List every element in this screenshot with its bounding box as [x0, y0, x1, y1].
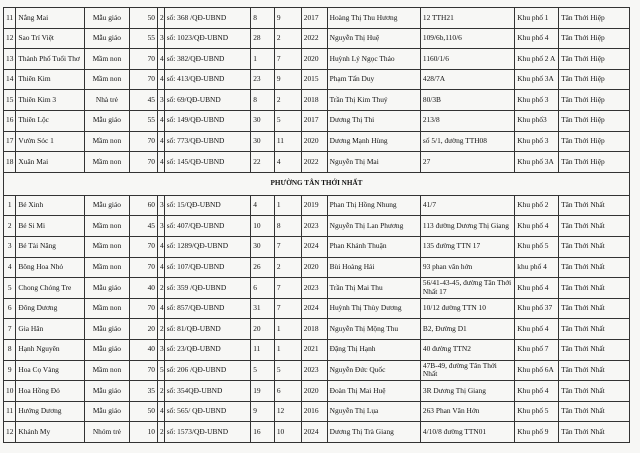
cell-b: 11 [274, 131, 301, 152]
table-row [4, 298, 630, 319]
cell-stt: 12 [4, 422, 16, 443]
cell-a: 30 [251, 131, 275, 152]
cell-lop: 2 [157, 319, 164, 340]
cell-ten: Thiên Kim [16, 69, 85, 90]
cell-kp: Khu phố 6A [515, 360, 559, 381]
cell-nam: 2018 [301, 90, 327, 111]
table-row [4, 69, 630, 90]
cell-sl: 35 [129, 381, 157, 402]
cell-loai: Mẫu giáo [84, 110, 129, 131]
cell-ten: Hoa Hồng Đỏ [16, 381, 85, 402]
cell-lop: 2 [157, 278, 164, 299]
cell-b: 1 [274, 319, 301, 340]
cell-kp: Khu phố 5 [515, 401, 559, 422]
cell-chu: Trần Thị Mai Thu [327, 278, 420, 299]
cell-kp: khu phố 4 [515, 257, 559, 278]
cell-lop: 4 [157, 69, 164, 90]
cell-qd: số: 407/QĐ-UBND [164, 216, 251, 237]
cell-ten: Hạnh Nguyên [16, 339, 85, 360]
cell-dc: 41/7 [420, 195, 514, 216]
cell-chu: Dương Thị Trà Giang [327, 422, 420, 443]
cell-stt: 13 [4, 49, 16, 70]
cell-qd: số: 1289/QĐ-UBND [164, 236, 251, 257]
section-tan-thoi-nhat [4, 195, 630, 442]
cell-kp: Khu phố 5 [515, 236, 559, 257]
cell-stt: 11 [4, 8, 16, 29]
cell-stt: 7 [4, 319, 16, 340]
cell-phuong: Tân Thới Nhất [559, 319, 630, 340]
cell-stt: 1 [4, 195, 16, 216]
cell-loai: Mẫu giáo [84, 8, 129, 29]
cell-lop: 2 [157, 8, 164, 29]
cell-a: 5 [251, 360, 275, 381]
cell-loai: Mẫu giáo [84, 319, 129, 340]
cell-lop: 4 [157, 152, 164, 173]
cell-dc: 80/3B [420, 90, 514, 111]
table-row [4, 319, 630, 340]
cell-loai: Mầm non [84, 298, 129, 319]
cell-nam: 2017 [301, 110, 327, 131]
cell-sl: 10 [129, 422, 157, 443]
cell-qd: số: 359 /QĐ-UBND [164, 278, 251, 299]
cell-phuong: Tân Thới Nhất [559, 339, 630, 360]
cell-nam: 2024 [301, 422, 327, 443]
cell-b: 2 [274, 90, 301, 111]
cell-ten: Thành Phố Tuổi Thơ [16, 49, 85, 70]
cell-stt: 12 [4, 28, 16, 49]
cell-sl: 20 [129, 319, 157, 340]
cell-sl: 70 [129, 49, 157, 70]
table-row [4, 339, 630, 360]
cell-nam: 2017 [301, 8, 327, 29]
cell-a: 30 [251, 236, 275, 257]
cell-chu: Đoàn Thị Mai Huệ [327, 381, 420, 402]
cell-lop: 4 [157, 49, 164, 70]
cell-chu: Dương Thị Thi [327, 110, 420, 131]
cell-phuong: Tân Thới Nhất [559, 381, 630, 402]
cell-phuong: Tân Thới Hiệp [559, 110, 630, 131]
table-row [4, 360, 630, 381]
cell-b: 2 [274, 28, 301, 49]
cell-stt: 5 [4, 278, 16, 299]
cell-qd: số: 145/QĐ-UBND [164, 152, 251, 173]
cell-ten: Nắng Mai [16, 8, 85, 29]
cell-ten: Xuân Mai [16, 152, 85, 173]
cell-phuong: Tân Thới Hiệp [559, 69, 630, 90]
cell-a: 30 [251, 110, 275, 131]
cell-stt: 2 [4, 216, 16, 237]
table-row [4, 236, 630, 257]
cell-qd: số: 368 /QĐ-UBND [164, 8, 251, 29]
cell-chu: Phạm Tấn Duy [327, 69, 420, 90]
table-row [4, 110, 630, 131]
cell-a: 28 [251, 28, 275, 49]
cell-phuong: Tân Thới Nhất [559, 401, 630, 422]
cell-b: 10 [274, 422, 301, 443]
table-row [4, 49, 630, 70]
cell-sl: 70 [129, 360, 157, 381]
cell-nam: 2023 [301, 278, 327, 299]
cell-ten: Bé Tài Năng [16, 236, 85, 257]
cell-dc: 113 đường Dương Thị Giang [420, 216, 514, 237]
cell-dc: 213/8 [420, 110, 514, 131]
cell-b: 8 [274, 216, 301, 237]
cell-sl: 55 [129, 110, 157, 131]
cell-loai: Mầm non [84, 360, 129, 381]
cell-qd: số: 857/QĐ-UBND [164, 298, 251, 319]
cell-phuong: Tân Thới Hiệp [559, 8, 630, 29]
cell-phuong: Tân Thới Nhất [559, 195, 630, 216]
cell-loai: Nhà trẻ [84, 90, 129, 111]
cell-nam: 2022 [301, 28, 327, 49]
cell-b: 7 [274, 278, 301, 299]
cell-a: 4 [251, 195, 275, 216]
cell-loai: Mầm non [84, 131, 129, 152]
cell-ten: Vườn Sóc 1 [16, 131, 85, 152]
cell-dc: 3R Dương Thị Giang [420, 381, 514, 402]
cell-sl: 55 [129, 28, 157, 49]
cell-ten: Sao Trí Việt [16, 28, 85, 49]
cell-qd: số: 69/QĐ-UBND [164, 90, 251, 111]
cell-loai: Mẫu giáo [84, 401, 129, 422]
cell-chu: Hoàng Thị Thu Hương [327, 8, 420, 29]
cell-lop: 3 [157, 339, 164, 360]
cell-qd: số: 354QĐ-UBND [164, 381, 251, 402]
cell-lop: 2 [157, 381, 164, 402]
cell-chu: Nguyễn Đức Quốc [327, 360, 420, 381]
cell-phuong: Tân Thới Nhất [559, 278, 630, 299]
cell-a: 11 [251, 339, 275, 360]
cell-a: 19 [251, 381, 275, 402]
cell-ten: Khánh My [16, 422, 85, 443]
cell-chu: Nguyễn Thị Lụa [327, 401, 420, 422]
cell-dc: 428/7A [420, 69, 514, 90]
section-title: PHƯỜNG TÂN THỚI NHẤT [4, 172, 630, 195]
cell-loai: Mẫu giáo [84, 339, 129, 360]
cell-ten: Bông Hoa Nhỏ [16, 257, 85, 278]
cell-qd: số: 565/ QĐ-UBND [164, 401, 251, 422]
cell-b: 9 [274, 69, 301, 90]
cell-a: 9 [251, 401, 275, 422]
cell-stt: 14 [4, 69, 16, 90]
cell-b: 7 [274, 49, 301, 70]
cell-b: 9 [274, 8, 301, 29]
cell-ten: Hoa Cọ Vàng [16, 360, 85, 381]
cell-ten: Đông Dương [16, 298, 85, 319]
cell-qd: số: 23/QĐ-UBND [164, 339, 251, 360]
cell-sl: 40 [129, 339, 157, 360]
cell-stt: 8 [4, 339, 16, 360]
cell-a: 6 [251, 278, 275, 299]
cell-dc: 40 đường TTN2 [420, 339, 514, 360]
cell-qd: số: 1023/QĐ-UBND [164, 28, 251, 49]
cell-lop: 4 [157, 110, 164, 131]
cell-loai: Mẫu giáo [84, 381, 129, 402]
cell-lop: 5 [157, 360, 164, 381]
cell-sl: 70 [129, 69, 157, 90]
cell-qd: số: 81/QĐ-UBND [164, 319, 251, 340]
cell-ten: Hướng Dương [16, 401, 85, 422]
cell-nam: 2023 [301, 360, 327, 381]
cell-sl: 50 [129, 8, 157, 29]
cell-b: 1 [274, 339, 301, 360]
cell-phuong: Tân Thới Nhất [559, 422, 630, 443]
cell-loai: Mầm non [84, 152, 129, 173]
cell-stt: 15 [4, 90, 16, 111]
cell-kp: Khu phố 2 A [515, 49, 559, 70]
cell-kp: Khu phố 3A [515, 69, 559, 90]
cell-loai: Mẫu giáo [84, 195, 129, 216]
table-row [4, 90, 630, 111]
cell-loai: Mầm non [84, 257, 129, 278]
cell-b: 7 [274, 298, 301, 319]
cell-dc: 1160/1/6 [420, 49, 514, 70]
cell-dc: B2, Đường D1 [420, 319, 514, 340]
cell-lop: 4 [157, 236, 164, 257]
cell-kp: Khu phố 7 [515, 339, 559, 360]
cell-qd: số: 773/QĐ-UBND [164, 131, 251, 152]
cell-qd: số: 382/QĐ-UBND [164, 49, 251, 70]
cell-kp: Khu phố 3 [515, 90, 559, 111]
cell-phuong: Tân Thới Nhất [559, 360, 630, 381]
cell-sl: 70 [129, 257, 157, 278]
cell-a: 23 [251, 69, 275, 90]
table-row [4, 422, 630, 443]
cell-lop: 4 [157, 298, 164, 319]
cell-dc: 263 Phan Văn Hớn [420, 401, 514, 422]
table-row [4, 28, 630, 49]
section-header [4, 172, 630, 195]
cell-kp: Khu phố 37 [515, 298, 559, 319]
cell-stt: 6 [4, 298, 16, 319]
cell-phuong: Tân Thới Hiệp [559, 152, 630, 173]
cell-kp: Khu phố 4 [515, 28, 559, 49]
table-row [4, 195, 630, 216]
cell-kp: Khu phố 4 [515, 216, 559, 237]
cell-nam: 2023 [301, 216, 327, 237]
cell-a: 26 [251, 257, 275, 278]
cell-stt: 9 [4, 360, 16, 381]
cell-kp: Khu phố 9 [515, 422, 559, 443]
cell-sl: 70 [129, 236, 157, 257]
cell-a: 8 [251, 90, 275, 111]
cell-qd: số: 15/QĐ-UBND [164, 195, 251, 216]
cell-lop: 3 [157, 90, 164, 111]
cell-lop: 3 [157, 195, 164, 216]
cell-phuong: Tân Thới Hiệp [559, 28, 630, 49]
table-row [4, 381, 630, 402]
cell-chu: Dương Mạnh Hùng [327, 131, 420, 152]
cell-kp: Khu phố3 [515, 110, 559, 131]
cell-loai: Mầm non [84, 216, 129, 237]
cell-nam: 2020 [301, 49, 327, 70]
table-row [4, 278, 630, 299]
cell-phuong: Tân Thới Nhất [559, 257, 630, 278]
cell-b: 6 [274, 381, 301, 402]
cell-lop: 4 [157, 131, 164, 152]
cell-b: 1 [274, 195, 301, 216]
cell-a: 8 [251, 8, 275, 29]
cell-sl: 70 [129, 298, 157, 319]
cell-kp: Khu phố 3A [515, 152, 559, 173]
cell-kp: Khu phố 4 [515, 278, 559, 299]
cell-loai: Mầm non [84, 236, 129, 257]
cell-dc: 47B-49, đường Tân Thới Nhất [420, 360, 514, 381]
cell-qd: số: 1573/QĐ-UBND [164, 422, 251, 443]
cell-loai: Nhóm trẻ [84, 422, 129, 443]
cell-b: 4 [274, 152, 301, 173]
cell-kp: Khu phố 4 [515, 319, 559, 340]
section-tan-thoi-hiep [4, 8, 630, 173]
cell-ten: Bé Xinh [16, 195, 85, 216]
cell-phuong: Tân Thới Hiệp [559, 90, 630, 111]
cell-nam: 2020 [301, 257, 327, 278]
cell-dc: 12 TTH21 [420, 8, 514, 29]
cell-nam: 2020 [301, 131, 327, 152]
cell-chu: Phan Khánh Thuận [327, 236, 420, 257]
cell-chu: Huỳnh Lý Ngọc Thảo [327, 49, 420, 70]
cell-nam: 2024 [301, 236, 327, 257]
cell-ten: Bé Si Mi [16, 216, 85, 237]
cell-phuong: Tân Thới Nhất [559, 236, 630, 257]
cell-ten: Chong Chóng Tre [16, 278, 85, 299]
cell-chu: Huỳnh Thị Thùy Dương [327, 298, 420, 319]
cell-chu: Nguyễn Thị Mộng Thu [327, 319, 420, 340]
cell-sl: 40 [129, 278, 157, 299]
cell-lop: 2 [157, 422, 164, 443]
cell-b: 12 [274, 401, 301, 422]
cell-dc: 135 đường TTN 17 [420, 236, 514, 257]
cell-nam: 2021 [301, 339, 327, 360]
cell-stt: 4 [4, 257, 16, 278]
cell-dc: 4/10/8 đường TTN01 [420, 422, 514, 443]
table-row [4, 152, 630, 173]
cell-stt: 11 [4, 401, 16, 422]
cell-chu: Bùi Hoàng Hải [327, 257, 420, 278]
table-row [4, 257, 630, 278]
cell-sl: 70 [129, 131, 157, 152]
cell-sl: 45 [129, 90, 157, 111]
cell-lop: 4 [157, 401, 164, 422]
cell-stt: 18 [4, 152, 16, 173]
table-row [4, 216, 630, 237]
cell-chu: Nguyễn Thị Lan Phương [327, 216, 420, 237]
table-row [4, 8, 630, 29]
cell-phuong: Tân Thới Hiệp [559, 49, 630, 70]
cell-loai: Mầm non [84, 49, 129, 70]
cell-a: 20 [251, 319, 275, 340]
cell-sl: 45 [129, 216, 157, 237]
cell-b: 2 [274, 257, 301, 278]
cell-dc: 109/6b,110/6 [420, 28, 514, 49]
cell-loai: Mẫu giáo [84, 28, 129, 49]
table-row [4, 401, 630, 422]
cell-sl: 50 [129, 401, 157, 422]
cell-chu: Nguyễn Thị Mai [327, 152, 420, 173]
cell-kp: Khu phố 4 [515, 381, 559, 402]
cell-kp: Khu phố 3 [515, 131, 559, 152]
cell-kp: Khu phố 1 [515, 8, 559, 29]
cell-lop: 3 [157, 216, 164, 237]
cell-chu: Đặng Thị Hạnh [327, 339, 420, 360]
cell-qd: số: 413/QĐ-UBND [164, 69, 251, 90]
cell-a: 1 [251, 49, 275, 70]
cell-kp: Khu phố 2 [515, 195, 559, 216]
kindergarten-table [3, 7, 630, 443]
cell-loai: Mẫu giáo [84, 278, 129, 299]
cell-sl: 70 [129, 152, 157, 173]
cell-qd: số: 107/QĐ-UBND [164, 257, 251, 278]
cell-qd: số: 149/QĐ-UBND [164, 110, 251, 131]
cell-nam: 2015 [301, 69, 327, 90]
cell-a: 10 [251, 216, 275, 237]
table-row [4, 131, 630, 152]
cell-phuong: Tân Thới Nhất [559, 216, 630, 237]
cell-lop: 4 [157, 257, 164, 278]
cell-ten: Thiên Kim 3 [16, 90, 85, 111]
cell-sl: 60 [129, 195, 157, 216]
cell-qd: số: 206 /QĐ-UBND [164, 360, 251, 381]
cell-dc: 10/12 đường TTN 10 [420, 298, 514, 319]
cell-nam: 2018 [301, 319, 327, 340]
cell-stt: 16 [4, 110, 16, 131]
cell-chu: Nguyễn Thị Huệ [327, 28, 420, 49]
cell-nam: 2024 [301, 298, 327, 319]
cell-phuong: Tân Thới Nhất [559, 298, 630, 319]
cell-ten: Thiên Lộc [16, 110, 85, 131]
cell-a: 16 [251, 422, 275, 443]
cell-loai: Mầm non [84, 69, 129, 90]
cell-nam: 2020 [301, 381, 327, 402]
cell-stt: 10 [4, 381, 16, 402]
cell-a: 22 [251, 152, 275, 173]
cell-nam: 2019 [301, 195, 327, 216]
cell-chu: Trần Thị Kim Thuý [327, 90, 420, 111]
cell-nam: 2022 [301, 152, 327, 173]
cell-b: 7 [274, 236, 301, 257]
cell-lop: 3 [157, 28, 164, 49]
cell-stt: 17 [4, 131, 16, 152]
cell-dc: 56/41-43-45, đường Tân Thới Nhất 17 [420, 278, 514, 299]
cell-b: 5 [274, 110, 301, 131]
cell-ten: Gia Hân [16, 319, 85, 340]
cell-dc: 27 [420, 152, 514, 173]
cell-phuong: Tân Thới Hiệp [559, 131, 630, 152]
cell-nam: 2016 [301, 401, 327, 422]
cell-b: 5 [274, 360, 301, 381]
cell-chu: Phan Thị Hồng Nhung [327, 195, 420, 216]
cell-a: 31 [251, 298, 275, 319]
cell-stt: 3 [4, 236, 16, 257]
cell-dc: số 5/1, đường TTH08 [420, 131, 514, 152]
cell-dc: 93 phan văn hớn [420, 257, 514, 278]
